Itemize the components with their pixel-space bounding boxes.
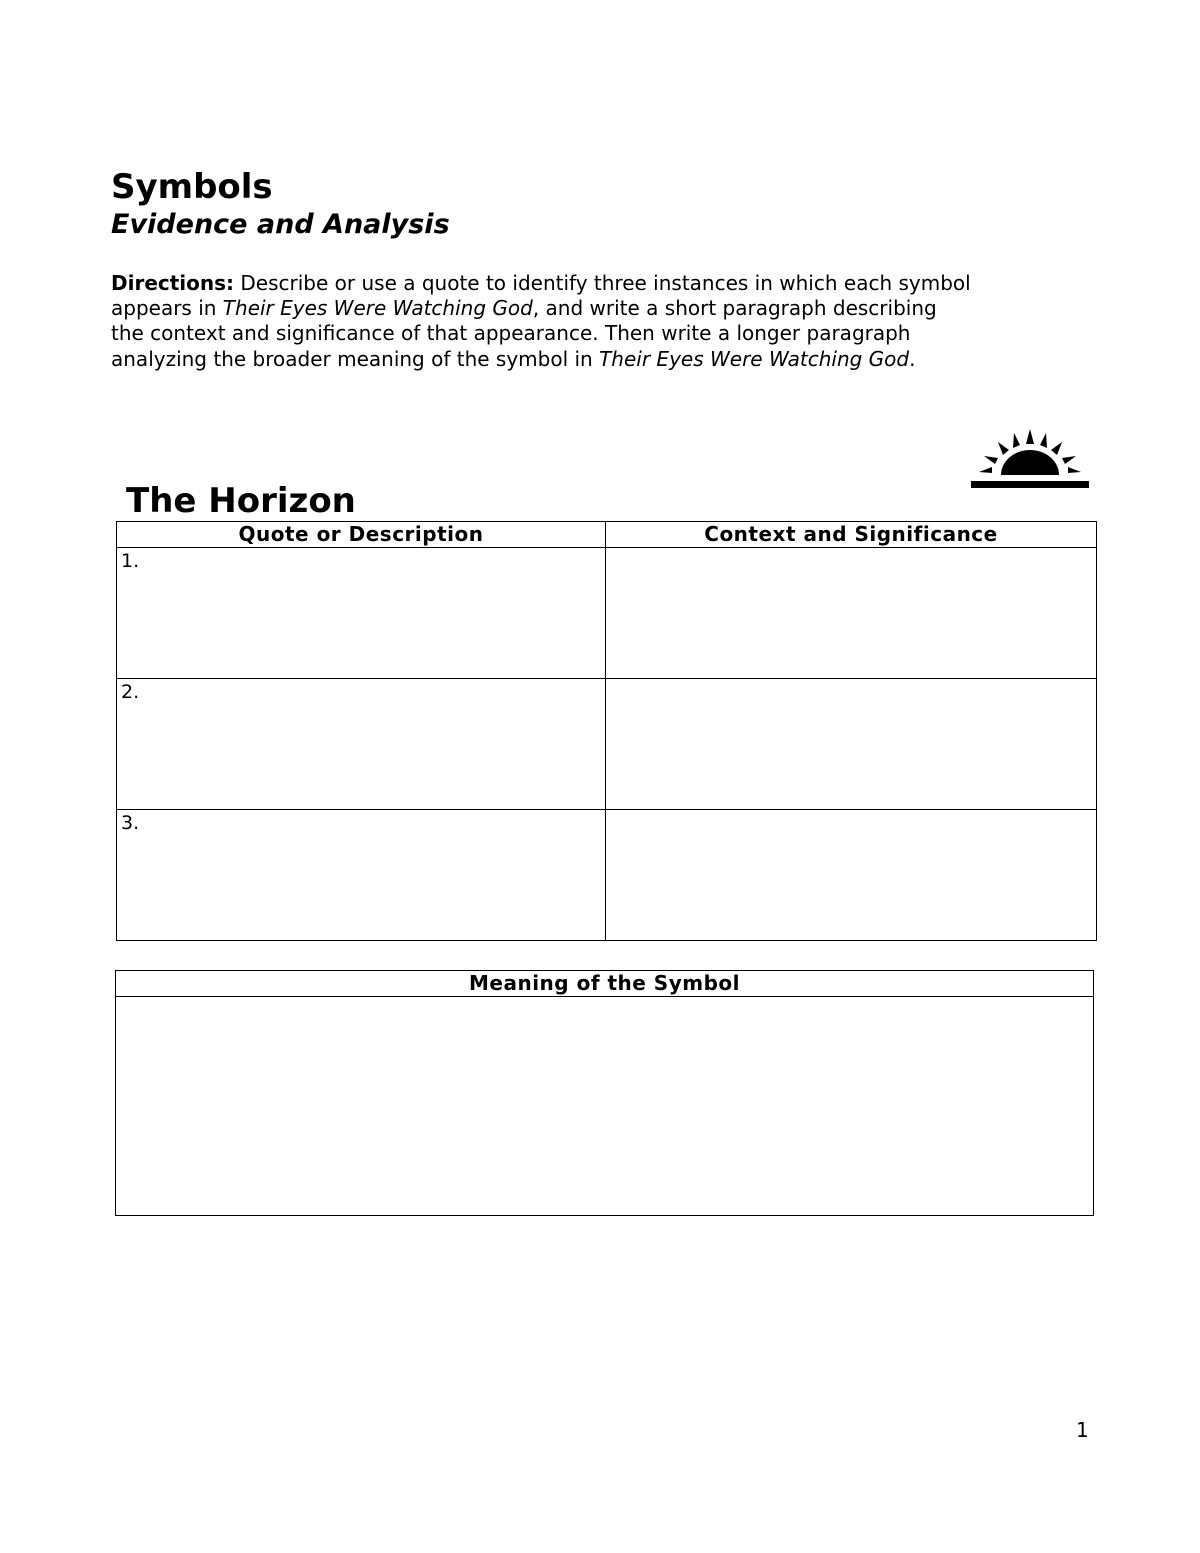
row-number: 3.	[121, 812, 140, 834]
table-row	[117, 548, 1097, 679]
sunrise-icon	[970, 428, 1090, 490]
directions-text-3: .	[909, 346, 916, 371]
worksheet-title: Symbols	[111, 167, 273, 207]
header-quote-or-description: Quote or Description	[117, 522, 606, 548]
row-number: 2.	[121, 681, 140, 703]
header-context-and-significance: Context and Significance	[606, 522, 1097, 548]
evidence-table	[116, 521, 1097, 941]
page-number: 1	[1076, 1418, 1089, 1442]
directions-text-2: , and write a short paragraph describing the context and significance of that appearance. Then write a longer paragraph analyzing the broader meaning of the symbol in	[111, 296, 937, 371]
table-row	[117, 679, 1097, 810]
table-row	[117, 810, 1097, 941]
quote-cell-3[interactable]	[117, 810, 606, 941]
context-cell-2[interactable]	[606, 679, 1097, 810]
worksheet-subtitle: Evidence and Analysis	[111, 209, 450, 240]
header-meaning-of-the-symbol: Meaning of the Symbol	[116, 971, 1094, 997]
book-title-2: Their Eyes Were Watching God	[599, 346, 910, 371]
directions-label: Directions:	[111, 271, 235, 295]
symbol-heading: The Horizon	[126, 481, 356, 521]
meaning-header-row	[116, 971, 1094, 997]
context-cell-1[interactable]	[606, 548, 1097, 679]
table-row	[116, 997, 1094, 1216]
quote-cell-1[interactable]	[117, 548, 606, 679]
directions-text-1: Describe or use a quote to identify three instances in which each symbol appears in	[111, 271, 971, 321]
meaning-answer-cell[interactable]	[116, 997, 1094, 1216]
row-number: 1.	[121, 550, 140, 572]
book-title-1: Their Eyes Were Watching God	[222, 296, 533, 321]
evidence-header-row	[117, 522, 1097, 548]
meaning-table	[115, 970, 1094, 1216]
directions-paragraph	[111, 271, 971, 372]
quote-cell-2[interactable]	[117, 679, 606, 810]
context-cell-3[interactable]	[606, 810, 1097, 941]
